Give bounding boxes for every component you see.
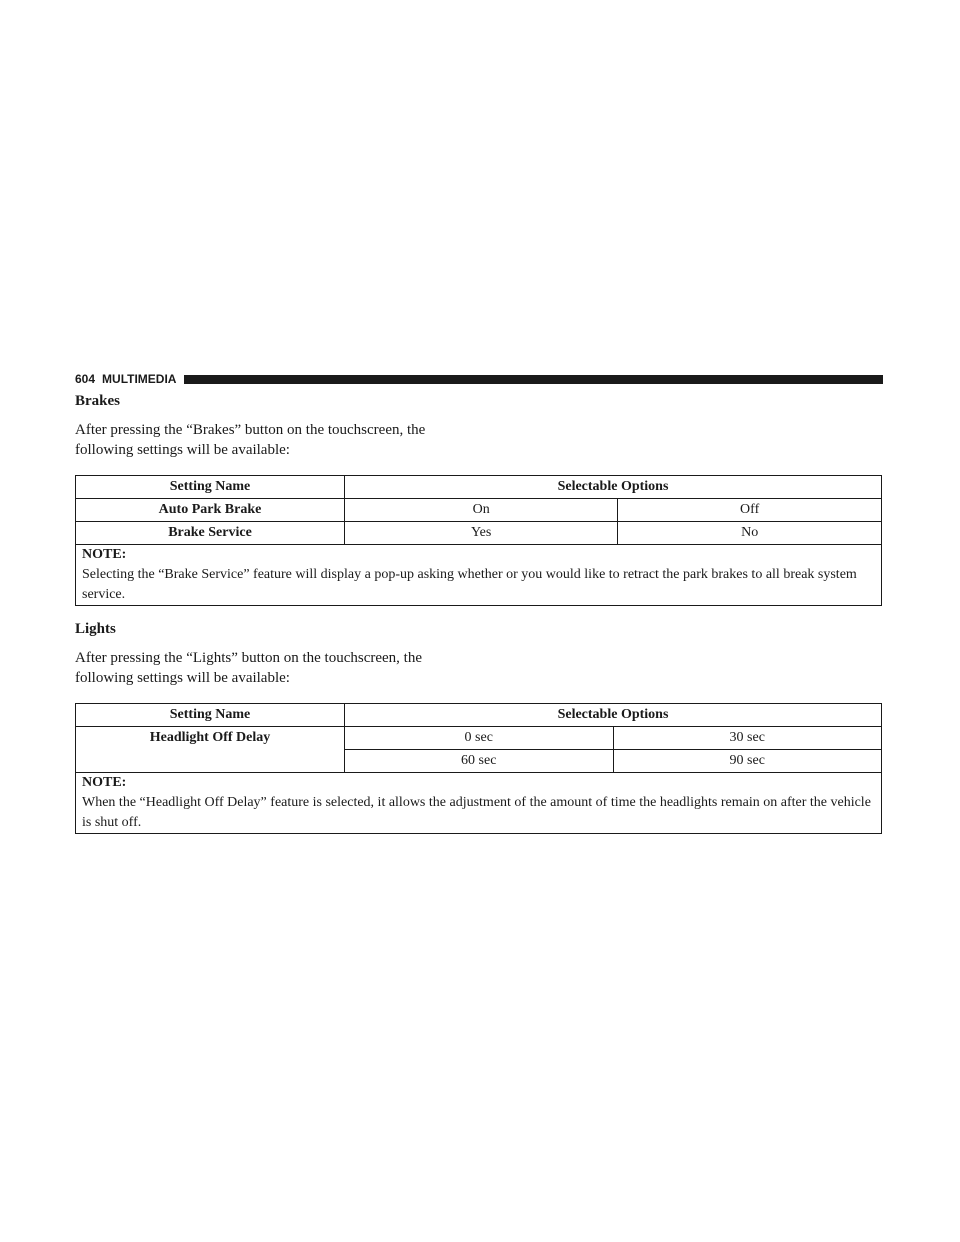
lights-intro-line1: After pressing the “Lights” button on the touchscreen, the [75,650,422,666]
header-rule [184,375,883,384]
lights-intro [75,648,422,688]
brakes-intro-line2: following settings will be available: [75,442,290,458]
option-30-sec: 30 sec [613,727,882,750]
column-header-selectable-options: Selectable Options [345,476,882,499]
option-on: On [345,499,618,522]
note-label: NOTE: [82,547,127,562]
note-text: Selecting the “Brake Service” feature will display a pop-up asking whether or you would like to retract the park brakes to all break system service. [82,567,857,602]
note-row [76,773,882,834]
option-0-sec: 0 sec [345,727,614,750]
option-no: No [618,522,882,545]
table-header-row [76,476,882,499]
note-label: NOTE: [82,775,127,790]
note-row [76,545,882,606]
table-row [76,499,882,522]
note-cell [76,773,882,834]
table-header-row [76,704,882,727]
column-header-selectable-options: Selectable Options [345,704,882,727]
brakes-settings-table [75,475,882,606]
lights-intro-line2: following settings will be available: [75,670,290,686]
brakes-intro [75,420,425,460]
option-90-sec: 90 sec [613,750,882,773]
table-row [76,522,882,545]
column-header-setting-name: Setting Name [76,704,345,727]
setting-name-headlight-off-delay: Headlight Off Delay [76,727,345,773]
note-text: When the “Headlight Off Delay” feature is selected, it allows the adjustment of the amount of time the headlights remain on after the vehicle is shut off. [82,795,871,830]
page-number: 604 [75,372,96,386]
setting-name-auto-park-brake: Auto Park Brake [76,499,345,522]
lights-settings-table [75,703,882,834]
option-yes: Yes [345,522,618,545]
option-off: Off [618,499,882,522]
section-title: MULTIMEDIA [102,372,177,386]
brakes-heading: Brakes [75,393,120,409]
option-60-sec: 60 sec [345,750,614,773]
column-header-setting-name: Setting Name [76,476,345,499]
setting-name-brake-service: Brake Service [76,522,345,545]
brakes-intro-line1: After pressing the “Brakes” button on the touchscreen, the [75,422,426,438]
page-header [75,372,883,386]
table-row [76,727,882,750]
note-cell [76,545,882,606]
lights-heading: Lights [75,621,116,637]
